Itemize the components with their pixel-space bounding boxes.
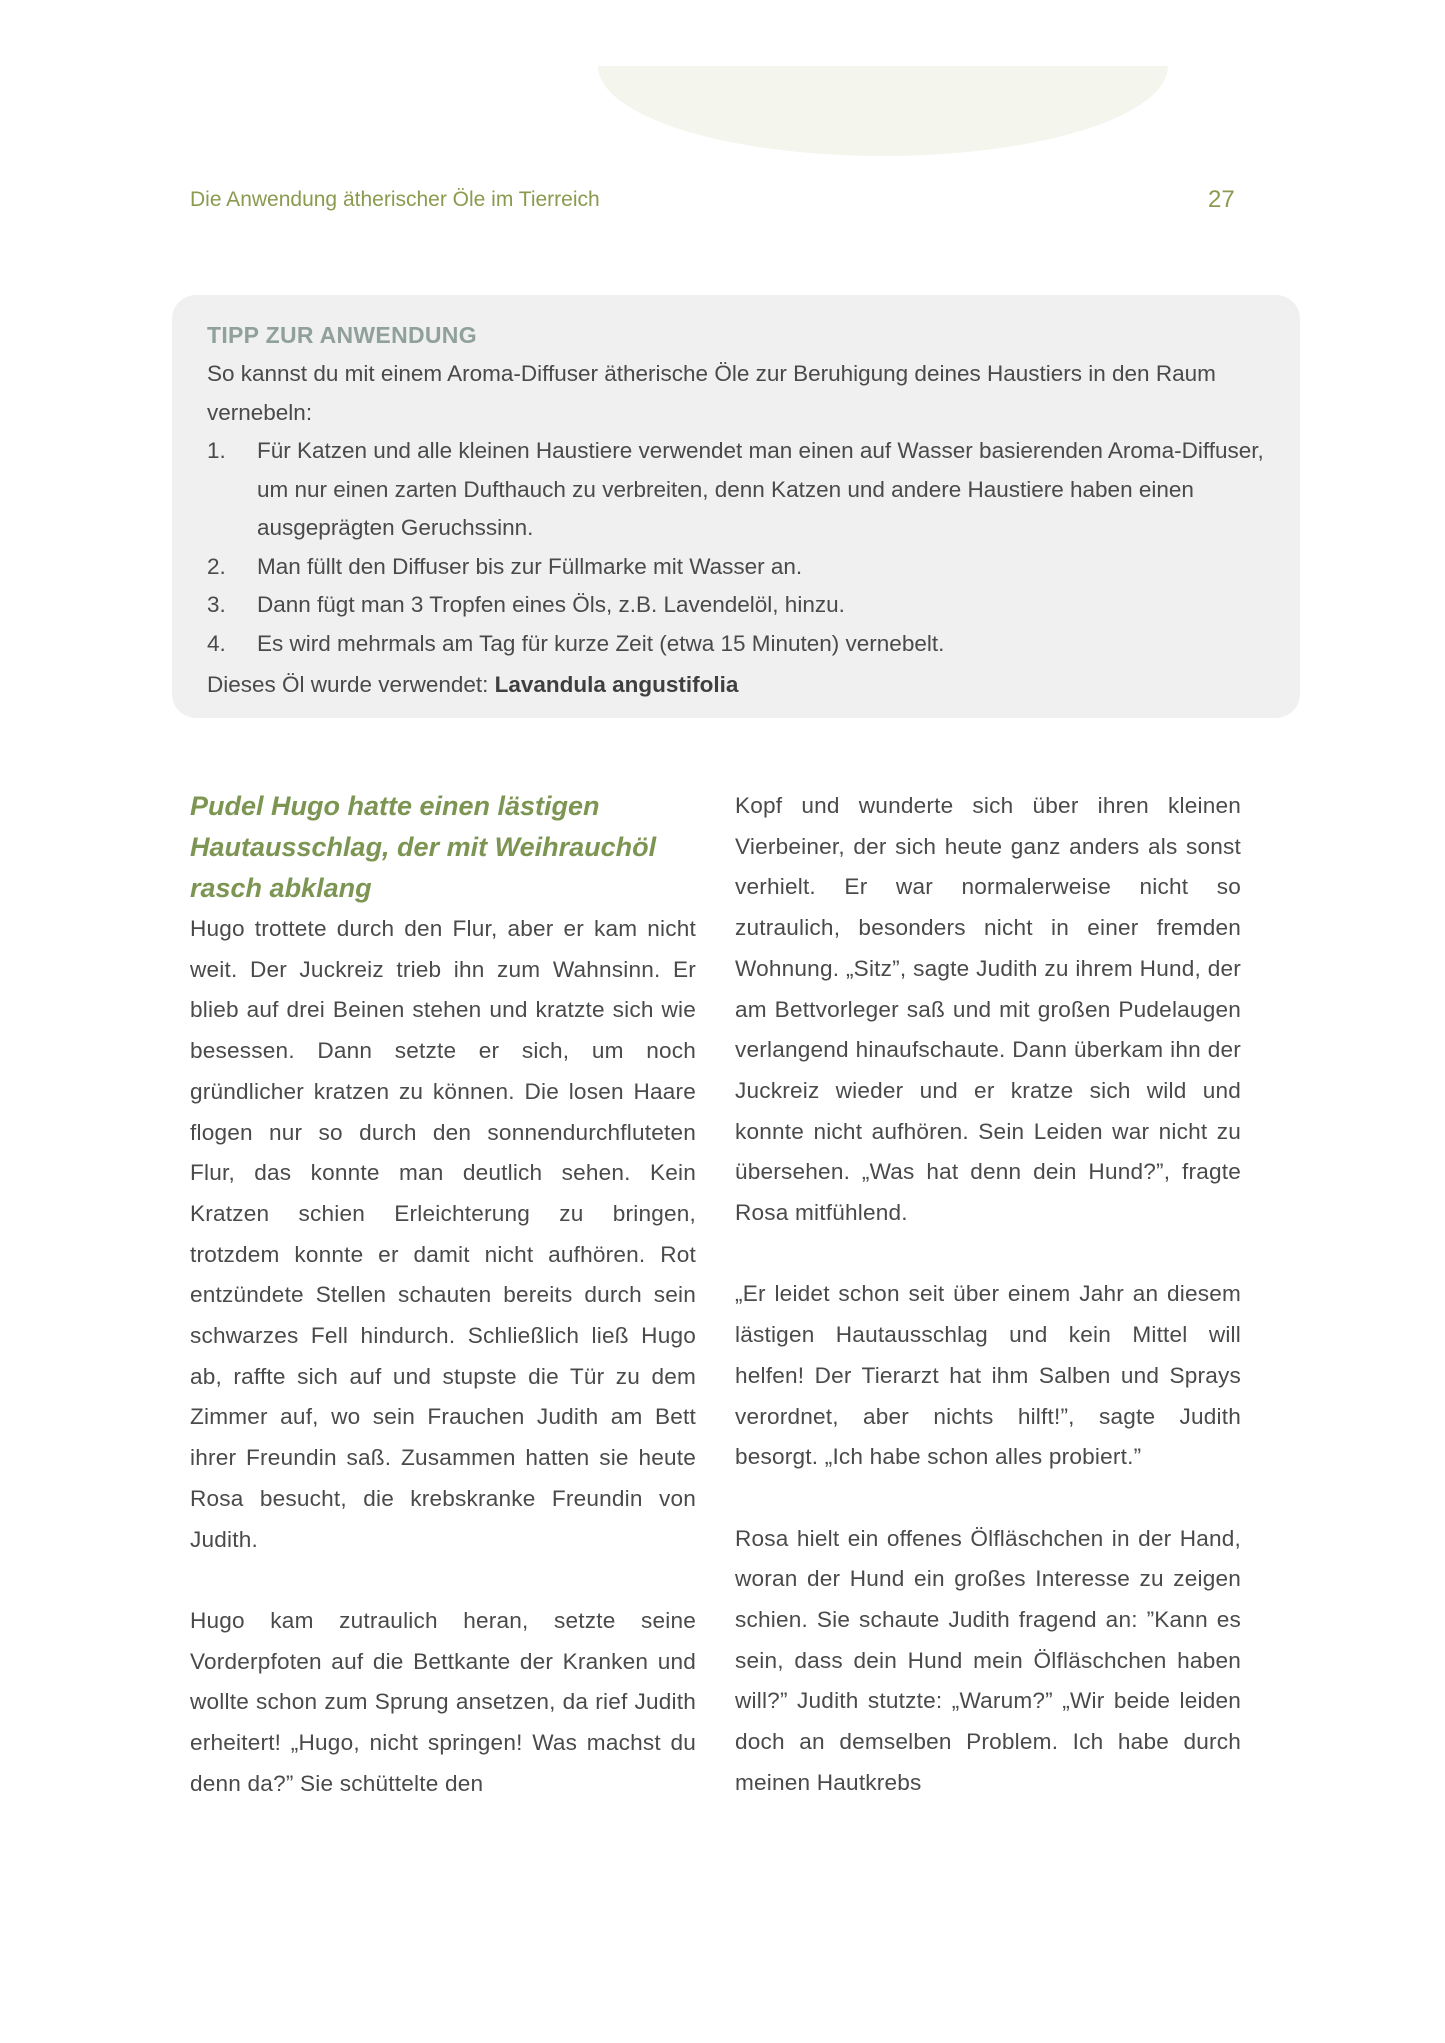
tip-step-number: 4. bbox=[207, 630, 226, 656]
article-headline: Pudel Hugo hatte einen lästigen Hautausschlag, der mit Weihrauchöl rasch abklang bbox=[190, 791, 657, 903]
tip-step bbox=[207, 432, 1264, 548]
tip-step-text: Es wird mehrmals am Tag für kurze Zeit (etwa 15 Minuten) vernebelt. bbox=[257, 630, 945, 656]
article-paragraph: Hugo kam zutraulich heran, setzte seine Vorderpfoten auf die Bettkante der Kranken und wollte schon zum Sprung ansetzen, da rief Judith erheitert! „Hugo, nicht springen! Was machst du denn da?” Sie schüttelte den bbox=[190, 1607, 696, 1796]
page-number: 27 bbox=[1208, 186, 1235, 213]
article-column-right bbox=[735, 786, 1241, 1804]
article-paragraph: Rosa hielt ein offenes Ölfläschchen in der Hand, woran der Hund ein großes Interesse zu zeigen schien. Sie schaute Judith fragend an: ”Kann es sein, dass dein Hund mein Ölfläschchen haben will?” Judith stutzte: „Warum?” „Wir beide leiden doch an demselben Problem. Ich habe durch meinen Hautkrebs bbox=[735, 1525, 1241, 1795]
paragraph-spacer bbox=[190, 1560, 696, 1601]
tip-step bbox=[207, 548, 1264, 587]
tip-step bbox=[207, 625, 1264, 664]
tip-step bbox=[207, 586, 1264, 625]
article-paragraph: Hugo trottete durch den Flur, aber er kam nicht weit. Der Juckreiz trieb ihn zum Wahnsinn. Er blieb auf drei Beinen stehen und kratzte sich wie besessen. Dann setzte er sich, um noch gründlicher kratzen zu können. Die losen Haare flogen nur so durch den sonnendurchfluteten Flur, das konnte man deutlich sehen. Kein Kratzen schien Erleichterung zu bringen, trotzdem konnte er damit nicht aufhören. Rot entzündete Stellen schauten bereits durch sein schwarzes Fell hindurch. Schließlich ließ Hugo ab, raffte sich auf und stupste die Tür zu dem Zimmer auf, wo sein Frauchen Judith am Bett ihrer Freundin saß. Zusammen hatten sie heute Rosa besucht, die krebskranke Freundin von Judith. bbox=[190, 916, 696, 1552]
tip-steps-list bbox=[207, 432, 1264, 663]
paragraph-spacer bbox=[735, 1478, 1241, 1519]
decorative-arc bbox=[598, 66, 1168, 156]
tip-title: TIPP ZUR ANWENDUNG bbox=[207, 322, 477, 348]
running-header-title: Die Anwendung ätherischer Öle im Tierreich bbox=[190, 188, 600, 211]
tip-step-number: 1. bbox=[207, 438, 226, 463]
tip-step-number: 3. bbox=[207, 592, 226, 617]
tip-step-text: Für Katzen und alle kleinen Haustiere verwendet man einen auf Wasser basierenden Aroma-Diffuser, um nur einen zarten Dufthauch zu verbreiten, denn Katzen und andere Haustiere haben einen ausgeprägten Geruchssinn. bbox=[257, 438, 1264, 540]
tip-oil-used bbox=[207, 666, 1264, 705]
tip-step-text: Dann fügt man 3 Tropfen eines Öls, z.B. Lavendelöl, hinzu. bbox=[257, 592, 845, 617]
tip-box bbox=[172, 295, 1300, 718]
article-paragraph: „Er leidet schon seit über einem Jahr an diesem lästigen Hautausschlag und kein Mittel will helfen! Der Tierarzt hat ihm Salben und Sprays verordnet, aber nichts hilft!”, sagte Judith besorgt. „Ich habe schon alles probiert.” bbox=[735, 1281, 1241, 1470]
tip-oil-name: Lavandula angustifolia bbox=[494, 672, 739, 697]
article-column-left bbox=[190, 786, 696, 1804]
article-paragraph: Kopf und wunderte sich über ihren kleinen Vierbeiner, der sich heute ganz anders als sonst verhielt. Er war normalerweise nicht so zutraulich, besonders nicht in einer fremden Wohnung. „Sitz”, sagte Judith zu ihrem Hund, der am Bettvorleger saß und mit großen Pudelaugen verlangend hinaufschaute. Dann überkam ihn der Juckreiz wieder und er kratze sich wild und konnte nicht aufhören. Sein Leiden war nicht zu übersehen. „Was hat denn dein Hund?”, fragte Rosa mitfühlend. bbox=[735, 793, 1241, 1226]
paragraph-spacer bbox=[735, 1234, 1241, 1275]
tip-step-text: Man füllt den Diffuser bis zur Füllmarke mit Wasser an. bbox=[257, 553, 803, 579]
tip-intro: So kannst du mit einem Aroma-Diffuser ätherische Öle zur Beruhigung deines Haustiers in den Raum vernebeln: bbox=[207, 361, 1216, 425]
tip-step-number: 2. bbox=[207, 553, 226, 579]
tip-oil-label: Dieses Öl wurde verwendet: bbox=[207, 672, 495, 697]
